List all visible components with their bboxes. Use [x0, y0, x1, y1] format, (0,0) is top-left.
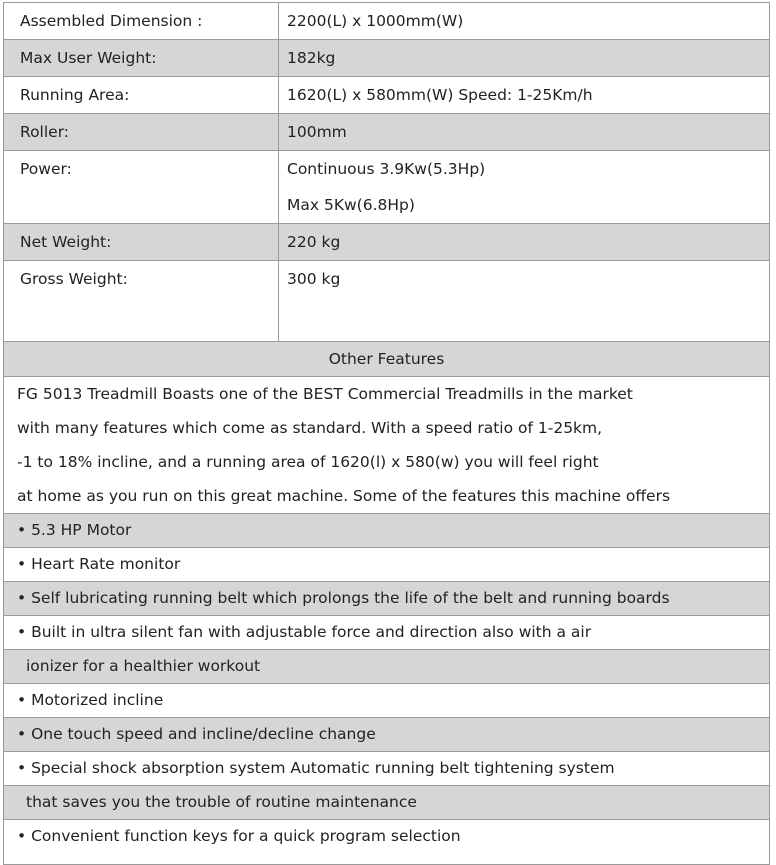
feature-row — [4, 718, 770, 752]
feature-item: • Convenient function keys for a quick program selection — [4, 820, 770, 865]
feature-item: • Self lubricating running belt which prolongs the life of the belt and running boards — [4, 582, 770, 616]
spec-label: Power: — [4, 151, 279, 224]
features-header-row — [4, 342, 770, 377]
features-description — [4, 377, 770, 514]
spec-label: Max User Weight: — [4, 40, 279, 77]
spec-label: Running Area: — [4, 77, 279, 114]
feature-item-continuation: ionizer for a healthier workout — [4, 650, 770, 684]
features-description-row — [4, 377, 770, 514]
spec-row-roller — [4, 114, 770, 151]
spec-value: 220 kg — [279, 224, 770, 261]
spec-value: 100mm — [279, 114, 770, 151]
feature-item: • Motorized incline — [4, 684, 770, 718]
feature-row — [4, 820, 770, 865]
spec-table — [3, 2, 770, 865]
spec-value: 2200(L) x 1000mm(W) — [279, 3, 770, 40]
description-line: -1 to 18% incline, and a running area of 1620(l) x 580(w) you will feel right — [17, 453, 599, 471]
description-line: with many features which come as standard. With a speed ratio of 1-25km, — [17, 419, 603, 437]
description-line: FG 5013 Treadmill Boasts one of the BEST Commercial Treadmills in the market — [17, 385, 633, 403]
feature-row — [4, 616, 770, 650]
feature-item: • Built in ultra silent fan with adjustable force and direction also with a air — [4, 616, 770, 650]
spec-row-power — [4, 151, 770, 224]
feature-row — [4, 514, 770, 548]
spec-label: Net Weight: — [4, 224, 279, 261]
feature-item: • 5.3 HP Motor — [4, 514, 770, 548]
spec-row-max-user-weight — [4, 40, 770, 77]
spec-value: 182kg — [279, 40, 770, 77]
feature-item: • Special shock absorption system Automatic running belt tightening system — [4, 752, 770, 786]
spec-label: Assembled Dimension : — [4, 3, 279, 40]
spec-value: 1620(L) x 580mm(W) Speed: 1-25Km/h — [279, 77, 770, 114]
spec-row-gross-weight — [4, 261, 770, 342]
features-header: Other Features — [4, 342, 770, 377]
spec-row-net-weight — [4, 224, 770, 261]
spec-row-assembled-dimension — [4, 3, 770, 40]
feature-row — [4, 582, 770, 616]
feature-item-continuation: that saves you the trouble of routine maintenance — [4, 786, 770, 820]
spec-value: 300 kg — [279, 261, 770, 342]
spec-label: Roller: — [4, 114, 279, 151]
spec-row-running-area — [4, 77, 770, 114]
feature-item: • Heart Rate monitor — [4, 548, 770, 582]
feature-row-continuation — [4, 650, 770, 684]
description-line: at home as you run on this great machine. Some of the features this machine offers — [17, 487, 671, 505]
spec-value: Continuous 3.9Kw(5.3Hp) Max 5Kw(6.8Hp) — [279, 151, 770, 224]
feature-row — [4, 684, 770, 718]
spec-label: Gross Weight: — [4, 261, 279, 342]
feature-row — [4, 548, 770, 582]
feature-row-continuation — [4, 786, 770, 820]
feature-item: • One touch speed and incline/decline change — [4, 718, 770, 752]
feature-row — [4, 752, 770, 786]
